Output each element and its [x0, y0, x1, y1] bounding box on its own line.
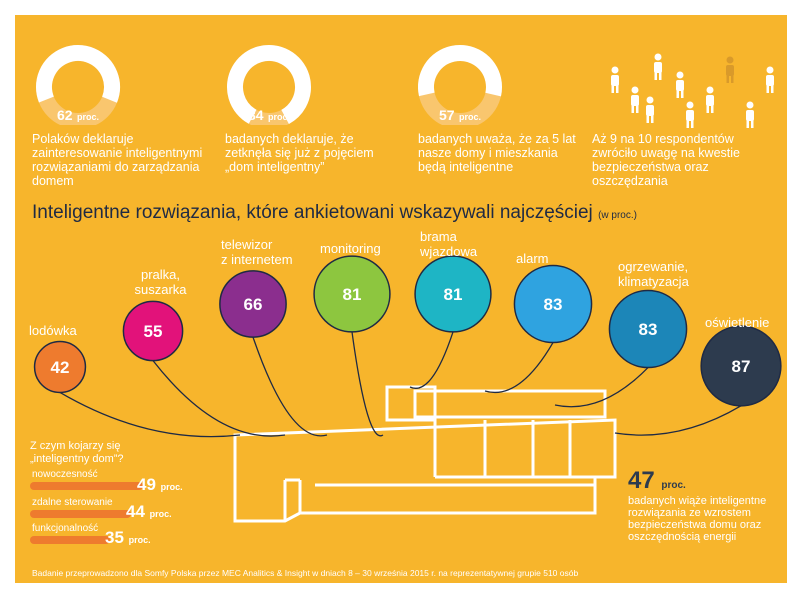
assoc-3-value: 35 proc. [105, 528, 151, 547]
stat-1-text: Polaków deklaruje zainteresowanie inteligentnymi rozwiązaniami do zarządzania domem [32, 132, 203, 188]
infographic [15, 15, 787, 583]
connector-line [60, 392, 240, 436]
stat-3-value: 57 proc. [438, 107, 482, 123]
connector-line [555, 368, 648, 407]
house-outline [235, 387, 615, 521]
label-alarm: alarm [516, 251, 549, 266]
footnote: Badanie przeprowadzono dla Somfy Polska przez MEC Analitics & Insight w dniach 8 – 30 września 2015 r. na reprezentatywnej grupie 510 osób [32, 568, 579, 578]
bubble-value: 66 [243, 295, 263, 314]
stat-2-value: 84 proc. [247, 107, 291, 123]
connector-line [352, 332, 383, 436]
connector-line [615, 406, 741, 435]
assoc-2-value: 44 proc. [126, 502, 172, 521]
bubble-value: 81 [443, 285, 463, 304]
bubble-value: 81 [342, 285, 362, 304]
label-pralka: pralka, suszarka [134, 267, 187, 297]
assoc-3-label: funkcjonalność [32, 523, 99, 534]
stat-1-value: 62 proc. [56, 107, 100, 123]
assoc-2-label: zdalne sterowanie [32, 497, 113, 508]
stat-4-text: Aż 9 na 10 respondentów zwróciło uwagę na kwestie bezpieczeństwa oraz oszczędzania [592, 132, 740, 188]
assoc-1-value: 49 proc. [137, 475, 183, 494]
chart-title: Inteligentne rozwiązania, które ankietowani wskazywali najczęściej (w proc.) [32, 202, 637, 223]
bubble-value: 42 [50, 358, 70, 377]
highlight-text: badanych wiąże inteligentne rozwiązania ze wzrostem bezpieczeństwa domu oraz oszczędnością energii [628, 495, 767, 543]
label-lodowka: lodówka [29, 323, 77, 338]
highlight-value: 47 proc. [628, 467, 686, 494]
stat-3-text: badanych uważa, że za 5 lat nasze domy i mieszkania będą inteligentne [418, 132, 576, 174]
connector-line [410, 332, 453, 388]
stat-2-text: badanych deklaruje, że zetknęła się już z pojęciem „dom inteligentny” [225, 132, 374, 174]
bubble-value: 83 [638, 320, 658, 339]
connector-line [253, 337, 327, 436]
connector-line [153, 361, 285, 436]
assoc-1-bar [30, 482, 143, 490]
bubble-value: 83 [543, 295, 563, 314]
assoc-1-label: nowoczesność [32, 469, 98, 480]
assoc-3-bar [30, 536, 110, 544]
bubble-value: 55 [143, 322, 163, 341]
associations-question: Z czym kojarzy się „inteligentny dom”? [30, 440, 124, 465]
label-brama: brama wjazdowa [420, 229, 478, 259]
label-telewizor: telewizor z internetem [221, 237, 293, 267]
label-ogrzewanie: ogrzewanie, klimatyzacja [618, 259, 689, 289]
label-monitoring: monitoring [320, 241, 381, 256]
assoc-2-bar [30, 510, 131, 518]
bubble-value: 87 [731, 357, 751, 376]
label-oswietlenie: oświetlenie [705, 315, 770, 330]
connector-line [485, 343, 553, 393]
